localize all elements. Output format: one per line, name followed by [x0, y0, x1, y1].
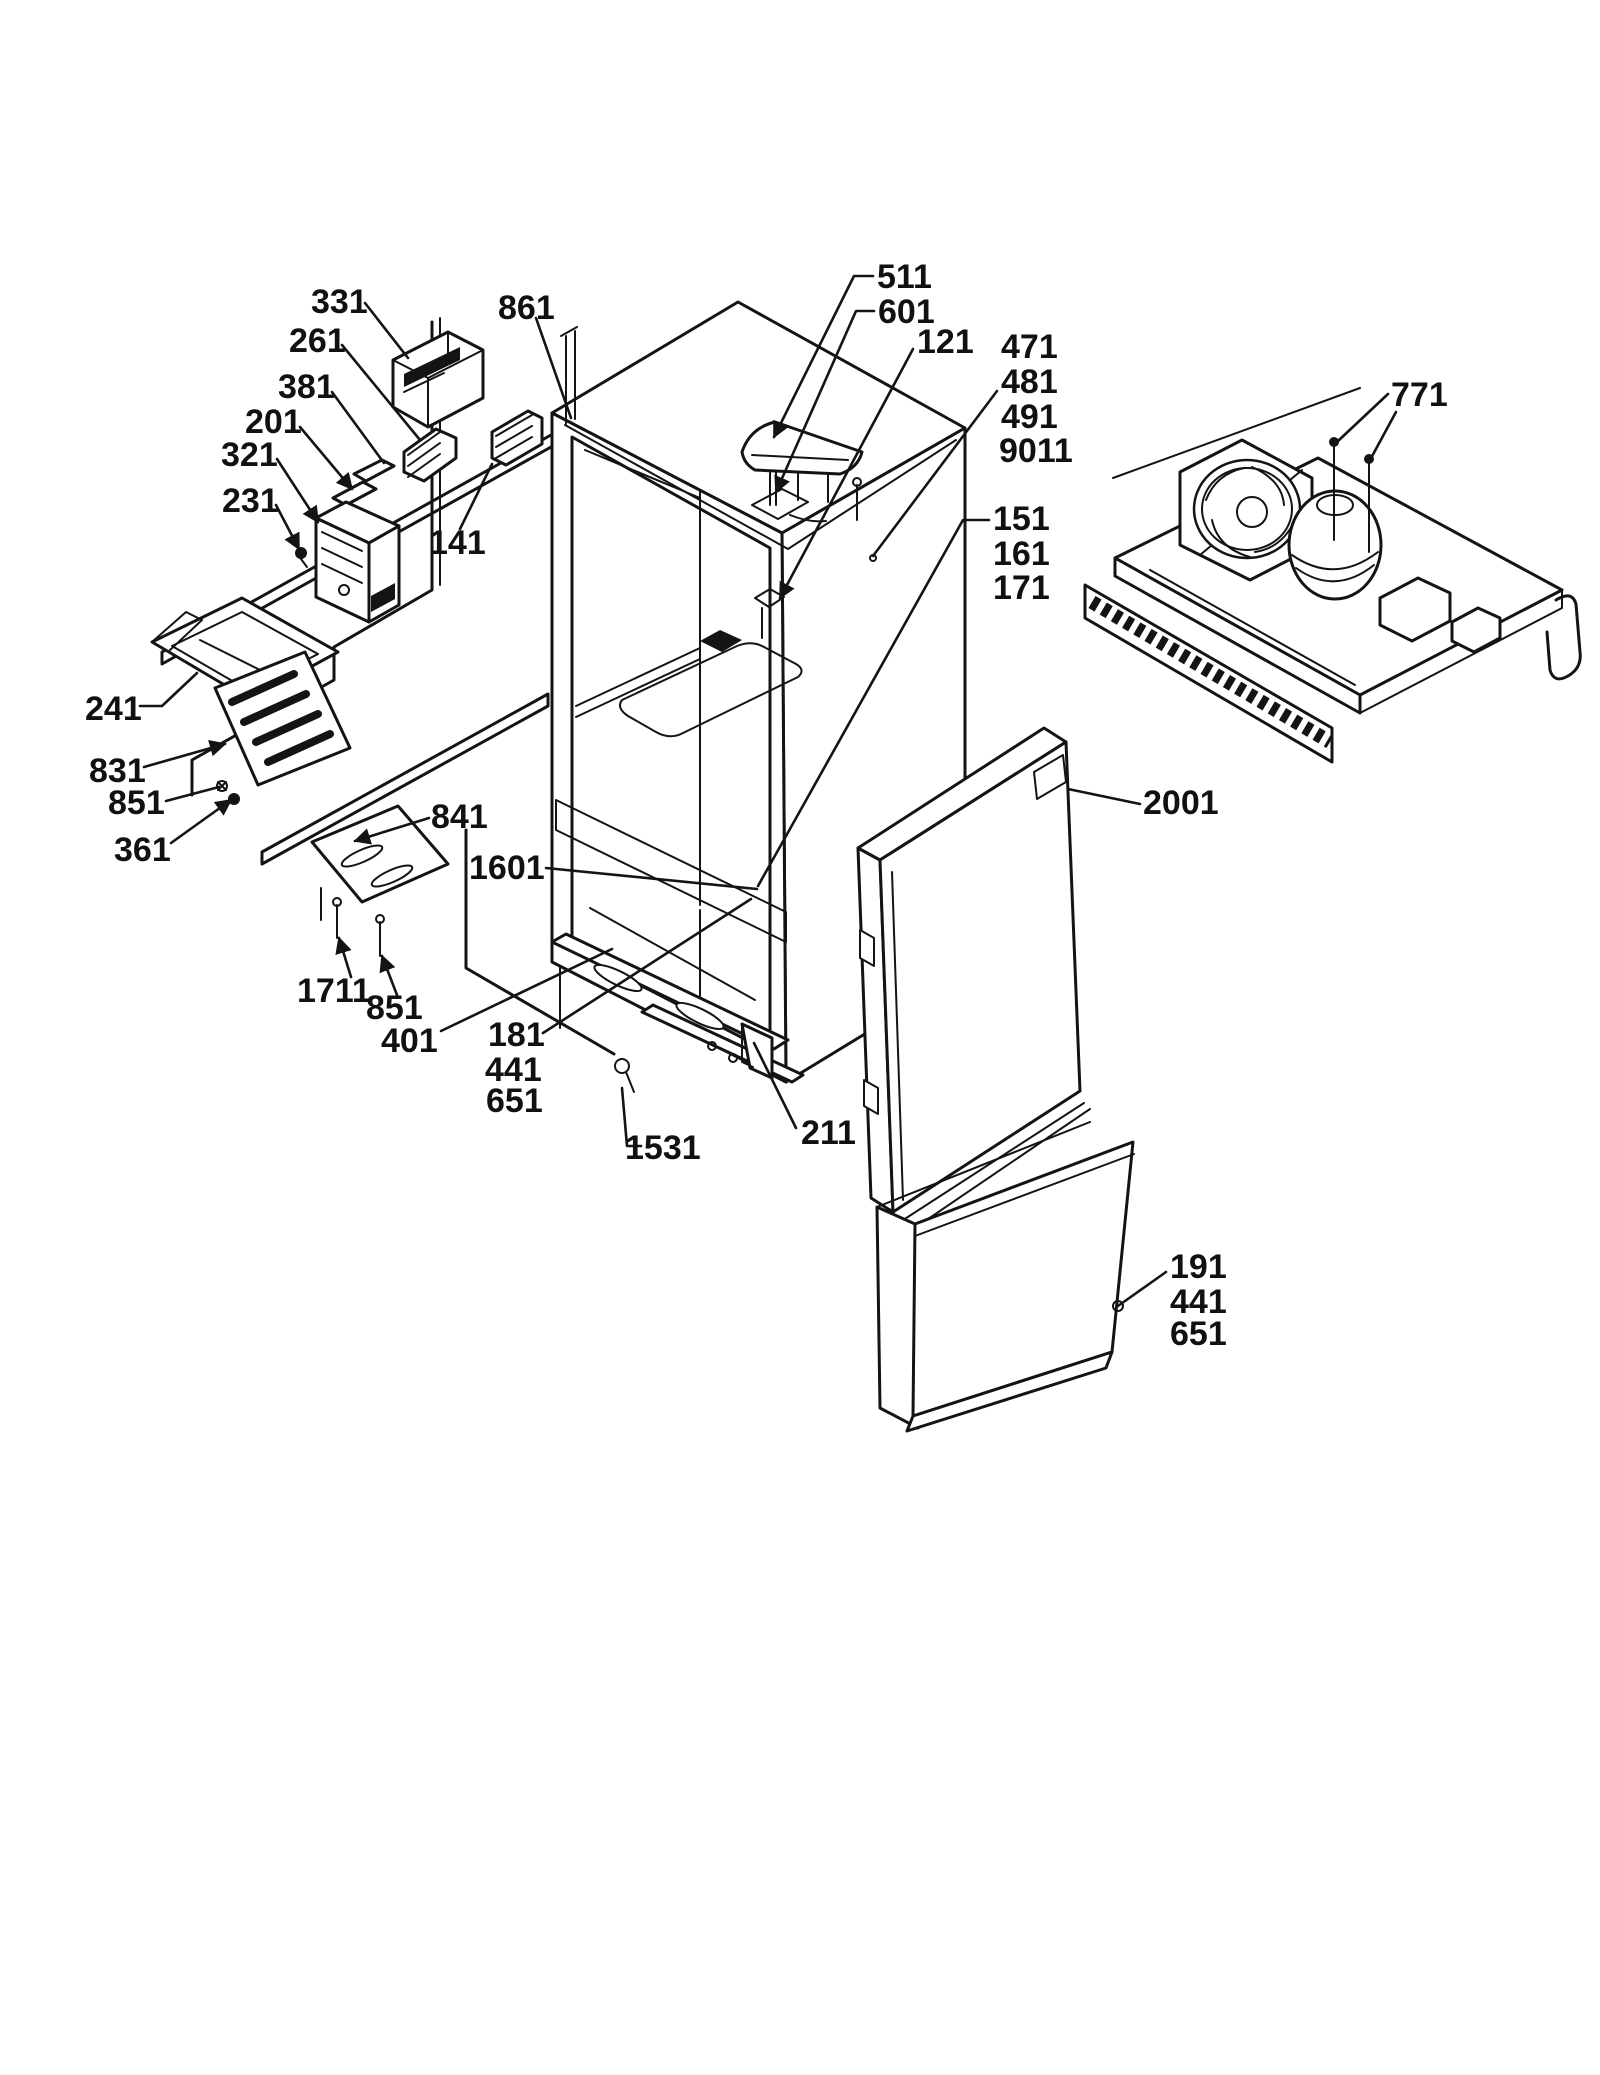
part-label-651: 651 — [486, 1082, 543, 1120]
leader-line-2001 — [1068, 789, 1140, 804]
part-label-321: 321 — [221, 436, 278, 474]
part-label-831: 831 — [89, 752, 146, 790]
part-label-241: 241 — [85, 690, 142, 728]
part-label-2001: 2001 — [1143, 784, 1219, 822]
part-label-481: 481 — [1001, 363, 1058, 401]
part-label-161: 161 — [993, 535, 1050, 573]
part-label-381: 381 — [278, 368, 335, 406]
leader-line-201 — [300, 427, 352, 489]
part-label-601: 601 — [878, 293, 935, 331]
leader-line-321 — [277, 459, 318, 522]
leader-line-361 — [171, 800, 231, 843]
part-label-861: 861 — [498, 289, 555, 327]
leader-line-191 — [1118, 1272, 1166, 1306]
part-label-121: 121 — [917, 323, 974, 361]
screw-231 — [295, 547, 307, 567]
part-label-771: 771 — [1391, 376, 1448, 414]
part-label-361: 361 — [114, 831, 171, 869]
part-label-331: 331 — [311, 283, 368, 321]
part-label-181: 181 — [488, 1016, 545, 1054]
part-label-201: 201 — [245, 403, 302, 441]
part-label-191: 191 — [1170, 1248, 1227, 1286]
shelf-frame-parts — [152, 598, 350, 805]
part-label-261: 261 — [289, 322, 346, 360]
leader-line-831 — [144, 744, 225, 767]
cover-331 — [393, 332, 483, 427]
part-label-841: 841 — [431, 798, 488, 836]
part-label-401: 401 — [381, 1022, 438, 1060]
leader-line-381 — [332, 392, 384, 463]
part-label-851-2: 851 — [366, 989, 423, 1027]
condenser-unit — [1085, 388, 1580, 762]
part-label-9011: 9011 — [999, 432, 1073, 470]
part-label-651-2: 651 — [1170, 1315, 1227, 1353]
part-label-1531: 1531 — [625, 1129, 701, 1167]
leader-line-331 — [365, 303, 408, 358]
drain-hook-tube — [1547, 596, 1580, 679]
part-label-171: 171 — [993, 569, 1050, 607]
part-label-231: 231 — [222, 482, 279, 520]
leader-line-771 — [1338, 394, 1388, 441]
part-label-1601: 1601 — [469, 849, 545, 887]
part-label-441-2: 441 — [1170, 1283, 1227, 1321]
part-label-151: 151 — [993, 500, 1050, 538]
clip-1531 — [615, 1059, 629, 1073]
leader-line-241 — [140, 673, 197, 706]
part-label-511: 511 — [877, 258, 932, 296]
clip-381 — [354, 460, 394, 481]
part-label-491: 491 — [1001, 398, 1058, 436]
leader-line-231 — [276, 505, 299, 549]
part-label-471: 471 — [1001, 328, 1058, 366]
leader-line-771 — [1370, 412, 1396, 460]
part-label-141: 141 — [429, 524, 486, 562]
thumbscrew-361 — [228, 793, 240, 805]
part-label-1711: 1711 — [297, 972, 371, 1010]
part-label-851: 851 — [108, 784, 165, 822]
plate-841-group — [312, 806, 448, 956]
control-box-321 — [316, 502, 399, 622]
part-label-441: 441 — [485, 1051, 542, 1089]
bracket-261 — [404, 429, 456, 481]
part-label-211: 211 — [801, 1114, 856, 1152]
